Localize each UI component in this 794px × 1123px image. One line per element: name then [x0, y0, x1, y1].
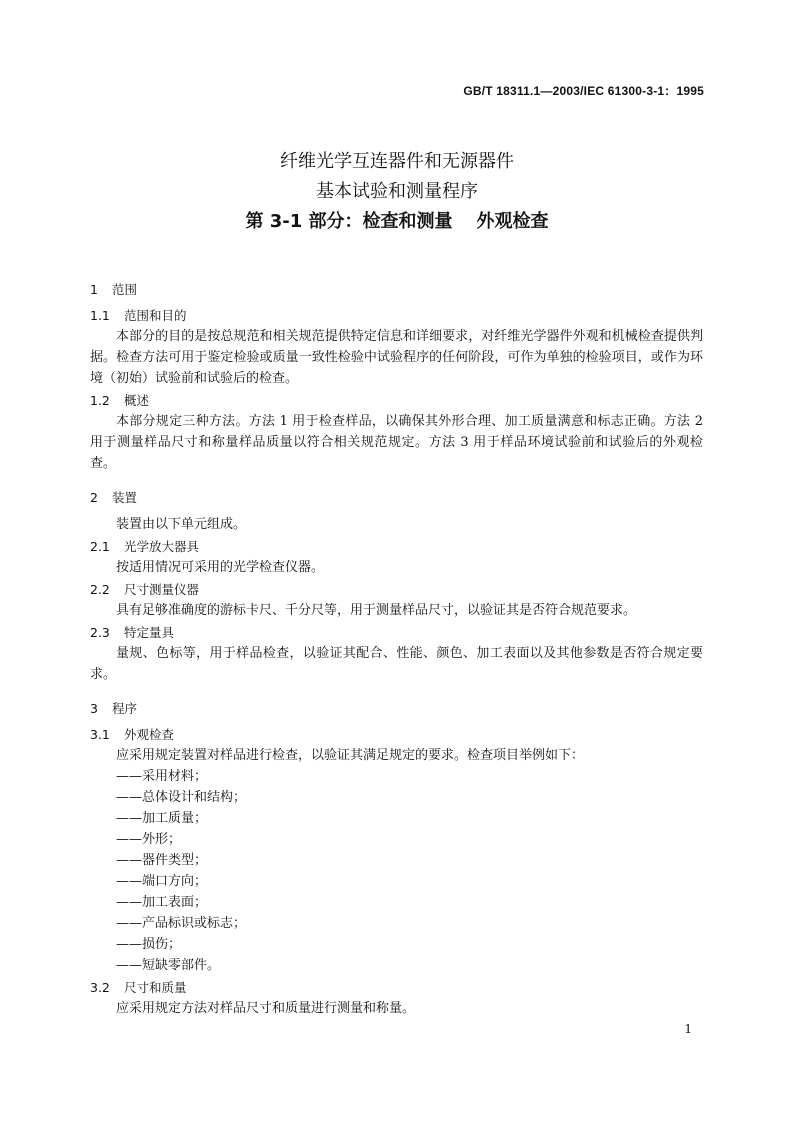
- section-3-2-text: 应采用规定方法对样品尺寸和质量进行测量和称量。: [116, 1001, 416, 1016]
- section-number: 2.1: [90, 539, 110, 554]
- standard-code: GB/T 18311.1—2003/IEC 61300-3-1：1995: [463, 84, 704, 98]
- section-number: 3: [90, 701, 98, 716]
- list-item: ——短缺零部件。: [116, 958, 221, 973]
- section-number: 2.3: [90, 625, 110, 640]
- section-2-intro: 装置由以下单元组成。: [116, 517, 247, 532]
- list-item: ——外形；: [116, 832, 182, 847]
- section-number: 2.2: [90, 582, 110, 597]
- section-title: 特定量具: [124, 625, 175, 640]
- section-2-1-heading: [90, 537, 703, 557]
- section-title: 尺寸测量仪器: [124, 582, 200, 597]
- section-3-2-heading: [90, 978, 703, 998]
- section-1-2-text: 本部分规定三种方法。方法 1 用于检查样品，以确保其外形合理、加工质量满意和标志正确。方法 2 用于测量样品尺寸和称量样品质量以符合相关规范规定。方法 3 用于样品环境试验前和试验后的外观检查。: [90, 414, 703, 471]
- title-line-3: [0, 210, 794, 234]
- section-2-3-heading: [90, 623, 703, 643]
- section-1-2-heading: [90, 391, 703, 411]
- section-1-1-text: 本部分的目的是按总规范和相关规范提供特定信息和详细要求，对纤维光学器件外观和机械检查提供判据。检查方法可用于鉴定检验或质量一致性检验中试验程序的任何阶段，可作为单独的检验项目，或作为环境（初始）试验前和试验后的检查。: [90, 329, 703, 386]
- section-title: 外观检查: [124, 727, 175, 742]
- title-subpart: 外观检查: [476, 211, 549, 232]
- section-3-1-text: 应采用规定装置对样品进行检查，以验证其满足规定的要求。检查项目举例如下：: [116, 748, 585, 763]
- section-number: 1: [90, 282, 98, 297]
- title-line-2: 基本试验和测量程序: [316, 181, 478, 202]
- section-3-heading: [90, 699, 703, 719]
- section-title: 概述: [124, 393, 150, 408]
- section-2-3-text: 量规、色标等，用于样品检查，以验证其配合、性能、颜色、加工表面以及其他参数是否符合规定要求。: [90, 646, 703, 682]
- list-item: ——采用材料；: [116, 769, 208, 784]
- section-3-1-heading: [90, 725, 703, 745]
- page-number: 1: [684, 1022, 692, 1036]
- section-1-heading: [90, 280, 703, 300]
- document-body: [90, 270, 703, 1019]
- section-title: 范围: [112, 282, 138, 297]
- section-2-2-text: 具有足够准确度的游标卡尺、千分尺等，用于测量样品尺寸，以验证其是否符合规范要求。: [116, 603, 637, 618]
- list-item: ——损伤；: [116, 937, 182, 952]
- list-item: ——加工表面；: [116, 895, 208, 910]
- title-line-1: 纤维光学互连器件和无源器件: [280, 151, 514, 172]
- section-2-2-heading: [90, 580, 703, 600]
- section-number: 3.2: [90, 980, 110, 995]
- section-number: 1.2: [90, 393, 110, 408]
- title-part: 第 3-1 部分：检查和测量: [245, 211, 453, 232]
- list-item: ——器件类型；: [116, 853, 208, 868]
- list-item: ——产品标识或标志；: [116, 916, 247, 931]
- section-title: 范围和目的: [124, 308, 187, 323]
- section-title: 程序: [112, 701, 138, 716]
- section-number: 1.1: [90, 308, 110, 323]
- section-title: 尺寸和质量: [124, 980, 187, 995]
- section-title: 光学放大器具: [124, 539, 200, 554]
- section-number: 2: [90, 490, 98, 505]
- section-2-1-text: 按适用情况可采用的光学检查仪器。: [116, 560, 325, 575]
- list-item: ——加工质量；: [116, 811, 208, 826]
- section-number: 3.1: [90, 727, 110, 742]
- section-title: 装置: [112, 490, 138, 505]
- list-item: ——总体设计和结构；: [116, 790, 247, 805]
- list-item: ——端口方向；: [116, 874, 208, 889]
- section-2-heading: [90, 488, 703, 508]
- section-1-1-heading: [90, 306, 703, 326]
